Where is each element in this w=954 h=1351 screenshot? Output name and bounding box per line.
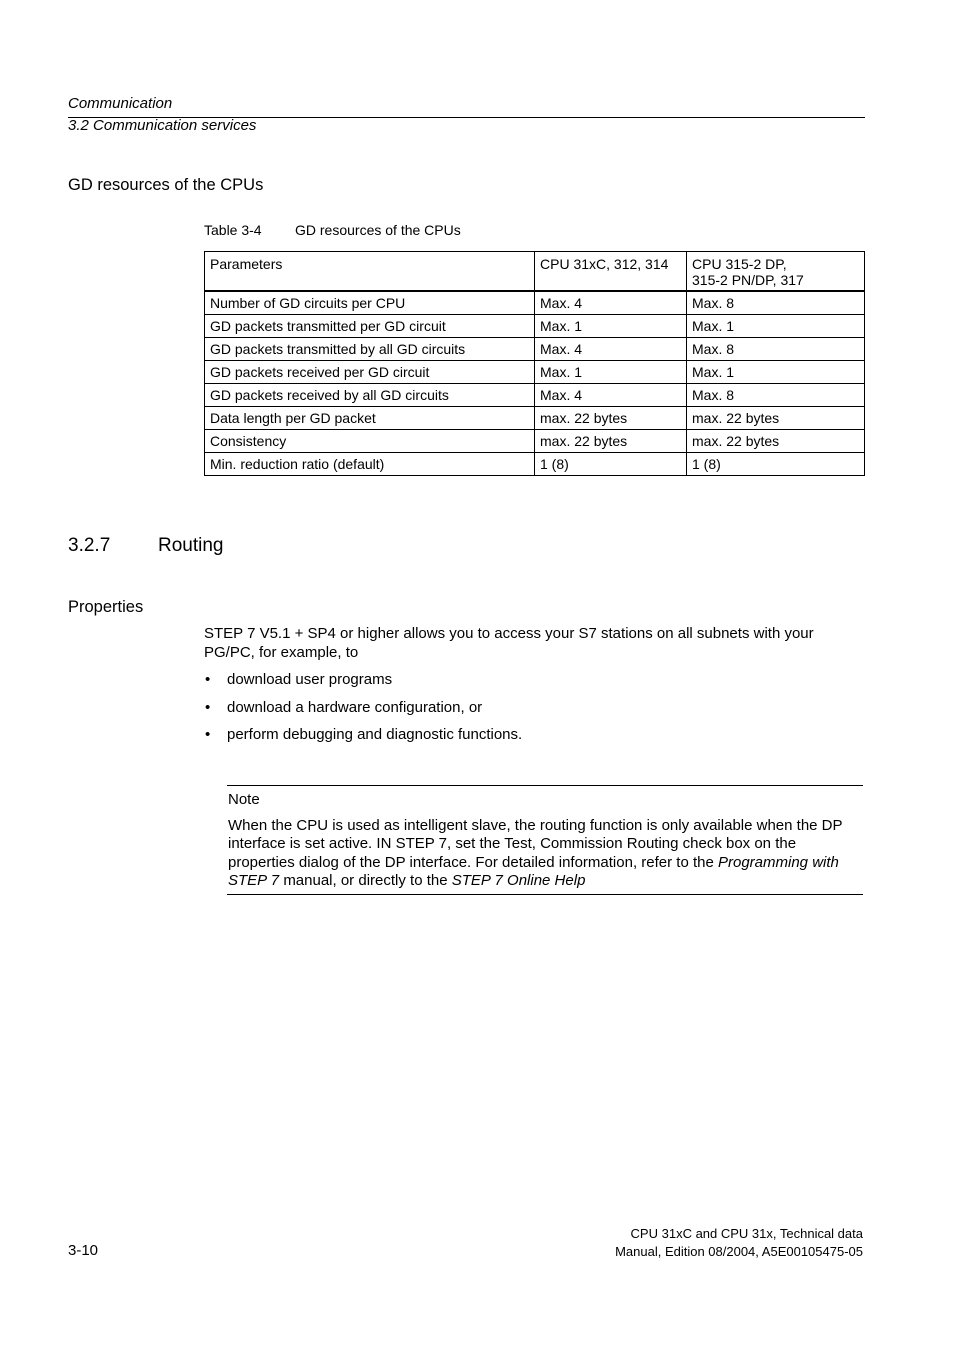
- cell-cpu-31xc: Max. 4: [535, 338, 687, 361]
- note-top-rule: [227, 785, 863, 786]
- table-caption: [204, 222, 461, 238]
- cell-parameter: Number of GD circuits per CPU: [205, 291, 535, 315]
- properties-heading: Properties: [68, 598, 144, 616]
- cell-parameter: GD packets transmitted per GD circuit: [205, 315, 535, 338]
- cell-cpu-31xc: Max. 4: [535, 384, 687, 407]
- table-row: [205, 338, 865, 361]
- list-item-text: download user programs: [227, 671, 393, 688]
- table-row: [205, 430, 865, 453]
- cell-cpu-31xc: Max. 1: [535, 361, 687, 384]
- col-header-cpu-315-line2: 315-2 PN/DP, 317: [692, 272, 804, 288]
- note-reference-programming: Programming with STEP 7: [228, 853, 839, 889]
- list-item: [204, 699, 522, 727]
- gd-resources-heading: GD resources of the CPUs: [68, 176, 264, 194]
- cell-parameter: Data length per GD packet: [205, 407, 535, 430]
- cell-cpu-315: Max. 8: [687, 384, 865, 407]
- table-row: [205, 384, 865, 407]
- list-item-text: download a hardware configuration, or: [227, 698, 483, 716]
- bullet-icon: •: [205, 726, 211, 743]
- cell-parameter: GD packets transmitted by all GD circuits: [205, 338, 535, 361]
- col-header-cpu-315-line1: CPU 315-2 DP,: [692, 256, 787, 272]
- cell-cpu-31xc: Max. 1: [535, 315, 687, 338]
- list-item: [204, 671, 522, 699]
- cell-parameter: Consistency: [205, 430, 535, 453]
- col-header-parameters: Parameters: [205, 252, 535, 292]
- list-item-text: perform debugging and diagnostic functions.: [227, 726, 523, 743]
- cell-cpu-315: 1 (8): [687, 453, 865, 476]
- table-row: [205, 291, 865, 315]
- table-row: [205, 407, 865, 430]
- section-title: Routing: [158, 535, 224, 556]
- cell-cpu-315: Max. 1: [687, 361, 865, 384]
- bullet-icon: •: [205, 671, 211, 688]
- cell-cpu-315: Max. 8: [687, 338, 865, 361]
- routing-intro-paragraph: STEP 7 V5.1 + SP4 or higher allows you to access your S7 stations on all subnets with your PG/PC, for example, to: [204, 625, 814, 661]
- cell-cpu-31xc: Max. 4: [535, 291, 687, 315]
- col-header-cpu-315: [687, 252, 865, 292]
- table-caption-title: GD resources of the CPUs: [295, 222, 461, 238]
- cell-cpu-315: max. 22 bytes: [687, 430, 865, 453]
- cell-parameter: GD packets received by all GD circuits: [205, 384, 535, 407]
- table-row: [205, 361, 865, 384]
- cell-parameter: Min. reduction ratio (default): [205, 453, 535, 476]
- cell-cpu-315: Max. 8: [687, 291, 865, 315]
- cell-parameter: GD packets received per GD circuit: [205, 361, 535, 384]
- cell-cpu-31xc: max. 22 bytes: [535, 407, 687, 430]
- note-body-mid: manual, or directly to the: [283, 871, 448, 889]
- routing-bullet-list: [204, 671, 522, 754]
- note-title: Note: [228, 791, 260, 808]
- footer-doc-title: CPU 31xC and CPU 31x, Technical data: [630, 1226, 863, 1241]
- note-body: [228, 817, 864, 890]
- running-header-section: 3.2 Communication services: [68, 117, 257, 134]
- cell-cpu-315: max. 22 bytes: [687, 407, 865, 430]
- cell-cpu-315: Max. 1: [687, 315, 865, 338]
- section-number: 3.2.7: [68, 535, 111, 556]
- running-header-chapter: Communication: [68, 95, 173, 112]
- table-row: [205, 315, 865, 338]
- col-header-cpu-31xc: CPU 31xC, 312, 314: [535, 252, 687, 292]
- note-bottom-rule: [227, 894, 863, 895]
- page-number: 3-10: [68, 1242, 99, 1259]
- table-header-row: [205, 252, 865, 292]
- table-row: [205, 453, 865, 476]
- bullet-icon: •: [205, 698, 211, 716]
- cell-cpu-31xc: max. 22 bytes: [535, 430, 687, 453]
- footer-doc-edition: Manual, Edition 08/2004, A5E00105475-05: [615, 1244, 863, 1259]
- list-item: [204, 726, 522, 754]
- table-caption-number: Table 3-4: [204, 222, 262, 238]
- gd-resources-table: [204, 251, 865, 476]
- note-body-text: When the CPU is used as intelligent slave, the routing function is only available when the DP interface is set active. IN STEP 7, set the Test, Commission Routing check box on the properties dialog of the DP interface. For detailed information, refer to the: [228, 817, 843, 871]
- routing-section-heading: [68, 535, 224, 557]
- cell-cpu-31xc: 1 (8): [535, 453, 687, 476]
- note-reference-online-help: STEP 7 Online Help: [451, 871, 586, 889]
